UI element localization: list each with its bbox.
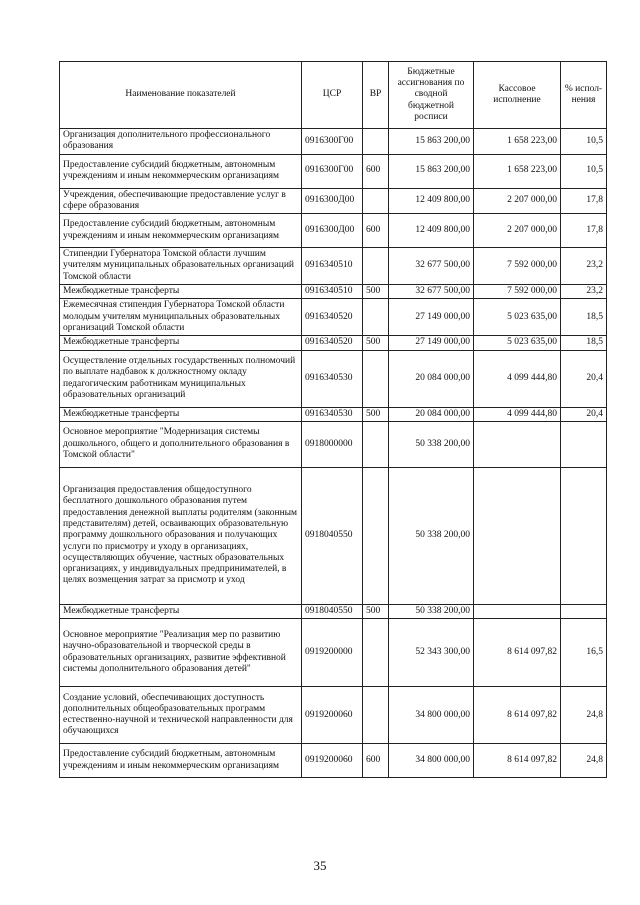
cell-cash: 4 099 444,80 bbox=[474, 407, 561, 421]
cell-csr: 0916340510 bbox=[302, 248, 363, 285]
cell-cash bbox=[474, 421, 561, 467]
cell-percent: 20,4 bbox=[561, 407, 607, 421]
cell-csr: 0918040550 bbox=[302, 467, 363, 604]
page-number: 35 bbox=[313, 858, 327, 873]
cell-vr: 600 bbox=[363, 214, 389, 248]
table-row bbox=[60, 350, 607, 407]
cell-cash: 8 614 097,82 bbox=[474, 619, 561, 687]
cell-assignments: 52 343 300,00 bbox=[389, 619, 474, 687]
header-assignments: Бюджетные ассигнования по сводной бюджетной росписи bbox=[389, 62, 474, 129]
cell-assignments: 50 338 200,00 bbox=[389, 467, 474, 604]
cell-percent: 23,2 bbox=[561, 285, 607, 299]
cell-assignments: 34 800 000,00 bbox=[389, 687, 474, 744]
cell-vr bbox=[363, 619, 389, 687]
cell-assignments: 50 338 200,00 bbox=[389, 421, 474, 467]
table-row bbox=[60, 129, 607, 155]
cell-vr: 500 bbox=[363, 285, 389, 299]
cell-csr: 0919200060 bbox=[302, 744, 363, 778]
cell-cash: 7 592 000,00 bbox=[474, 248, 561, 285]
cell-name: Создание условий, обеспечивающих доступность дополнительных общеобразовательных программ естественно-научной и технической направленности для обучающихся bbox=[60, 687, 302, 744]
cell-assignments: 27 149 000,00 bbox=[389, 336, 474, 350]
cell-percent: 20,4 bbox=[561, 350, 607, 407]
cell-csr: 0918000000 bbox=[302, 421, 363, 467]
budget-execution-table bbox=[59, 61, 607, 778]
cell-assignments: 20 084 000,00 bbox=[389, 407, 474, 421]
cell-vr bbox=[363, 421, 389, 467]
cell-vr bbox=[363, 248, 389, 285]
cell-cash: 7 592 000,00 bbox=[474, 285, 561, 299]
cell-csr: 0916300Д00 bbox=[302, 188, 363, 214]
cell-cash: 4 099 444,80 bbox=[474, 350, 561, 407]
cell-assignments: 32 677 500,00 bbox=[389, 248, 474, 285]
header-vr: ВР bbox=[363, 62, 389, 129]
cell-vr: 500 bbox=[363, 604, 389, 618]
cell-vr: 500 bbox=[363, 407, 389, 421]
cell-vr: 600 bbox=[363, 744, 389, 778]
table-row bbox=[60, 188, 607, 214]
cell-vr bbox=[363, 188, 389, 214]
header-name: Наименование показателей bbox=[60, 62, 302, 129]
cell-cash: 8 614 097,82 bbox=[474, 744, 561, 778]
cell-vr bbox=[363, 299, 389, 336]
cell-percent bbox=[561, 421, 607, 467]
cell-cash: 5 023 635,00 bbox=[474, 336, 561, 350]
cell-csr: 0916340530 bbox=[302, 350, 363, 407]
cell-csr: 0916300Г00 bbox=[302, 129, 363, 155]
table-row bbox=[60, 421, 607, 467]
cell-name: Предоставление субсидий бюджетным, автономным учреждениям и иным некоммерческим организациям bbox=[60, 744, 302, 778]
cell-cash bbox=[474, 467, 561, 604]
header-cash: Кассовое исполнение bbox=[474, 62, 561, 129]
cell-csr: 0916340520 bbox=[302, 336, 363, 350]
cell-name: Стипендии Губернатора Томской области лучшим учителям муниципальных образовательных организаций Томской области bbox=[60, 248, 302, 285]
cell-percent bbox=[561, 467, 607, 604]
cell-name: Организация дополнительного профессионального образования bbox=[60, 129, 302, 155]
table-row bbox=[60, 299, 607, 336]
table-row bbox=[60, 336, 607, 350]
cell-csr: 0918040550 bbox=[302, 604, 363, 618]
cell-name: Организация предоставления общедоступного бесплатного дошкольного образования путем предоставления денежной выплаты родителям (законным представителям) детей, осваивающих образовательную программу дошкольного образования и получающих услуги по присмотру и уходу в организациях, осуществляющих обучение, частных образовательных организациях, у индивидуальных предпринимателей, в целях возмещения затрат за присмотр и уход bbox=[60, 467, 302, 604]
cell-percent: 18,5 bbox=[561, 336, 607, 350]
header-csr: ЦСР bbox=[302, 62, 363, 129]
table-row bbox=[60, 248, 607, 285]
cell-cash: 8 614 097,82 bbox=[474, 687, 561, 744]
cell-percent: 10,5 bbox=[561, 129, 607, 155]
cell-vr: 600 bbox=[363, 154, 389, 188]
cell-assignments: 12 409 800,00 bbox=[389, 188, 474, 214]
cell-vr bbox=[363, 129, 389, 155]
cell-csr: 0919200000 bbox=[302, 619, 363, 687]
cell-assignments: 12 409 800,00 bbox=[389, 214, 474, 248]
cell-name: Межбюджетные трансферты bbox=[60, 336, 302, 350]
cell-cash bbox=[474, 604, 561, 618]
cell-percent: 17,8 bbox=[561, 214, 607, 248]
cell-assignments: 20 084 000,00 bbox=[389, 350, 474, 407]
cell-percent: 16,5 bbox=[561, 619, 607, 687]
cell-vr bbox=[363, 350, 389, 407]
cell-assignments: 50 338 200,00 bbox=[389, 604, 474, 618]
cell-name: Учреждения, обеспечивающие предоставление услуг в сфере образования bbox=[60, 188, 302, 214]
table-row bbox=[60, 687, 607, 744]
cell-name: Межбюджетные трансферты bbox=[60, 604, 302, 618]
cell-assignments: 34 800 000,00 bbox=[389, 744, 474, 778]
cell-cash: 1 658 223,00 bbox=[474, 129, 561, 155]
cell-assignments: 15 863 200,00 bbox=[389, 129, 474, 155]
cell-cash: 2 207 000,00 bbox=[474, 188, 561, 214]
cell-assignments: 32 677 500,00 bbox=[389, 285, 474, 299]
table-row bbox=[60, 467, 607, 604]
header-percent: % испол-нения bbox=[561, 62, 607, 129]
table-row bbox=[60, 407, 607, 421]
cell-percent: 18,5 bbox=[561, 299, 607, 336]
cell-vr bbox=[363, 687, 389, 744]
cell-percent: 10,5 bbox=[561, 154, 607, 188]
cell-name: Межбюджетные трансферты bbox=[60, 407, 302, 421]
cell-vr: 500 bbox=[363, 336, 389, 350]
cell-percent: 17,8 bbox=[561, 188, 607, 214]
table-header-row bbox=[60, 62, 607, 129]
cell-csr: 0916300Д00 bbox=[302, 214, 363, 248]
cell-name: Предоставление субсидий бюджетным, автономным учреждениям и иным некоммерческим организациям bbox=[60, 214, 302, 248]
cell-name: Предоставление субсидий бюджетным, автономным учреждениям и иным некоммерческим организациям bbox=[60, 154, 302, 188]
cell-name: Основное мероприятие "Модернизация системы дошкольного, общего и дополнительного образования в Томской области" bbox=[60, 421, 302, 467]
table-row bbox=[60, 744, 607, 778]
cell-assignments: 27 149 000,00 bbox=[389, 299, 474, 336]
cell-assignments: 15 863 200,00 bbox=[389, 154, 474, 188]
cell-percent bbox=[561, 604, 607, 618]
cell-cash: 1 658 223,00 bbox=[474, 154, 561, 188]
cell-cash: 5 023 635,00 bbox=[474, 299, 561, 336]
cell-cash: 2 207 000,00 bbox=[474, 214, 561, 248]
table-row bbox=[60, 214, 607, 248]
cell-percent: 24,8 bbox=[561, 744, 607, 778]
table-row bbox=[60, 619, 607, 687]
cell-csr: 0919200060 bbox=[302, 687, 363, 744]
table-row bbox=[60, 285, 607, 299]
cell-name: Осуществление отдельных государственных полномочий по выплате надбавок к должностному окладу педагогическим работникам муниципальных образовательных организаций bbox=[60, 350, 302, 407]
table-row bbox=[60, 154, 607, 188]
cell-csr: 0916340520 bbox=[302, 299, 363, 336]
cell-percent: 24,8 bbox=[561, 687, 607, 744]
cell-name: Основное мероприятие "Реализация мер по развитию научно-образовательной и творческой среды в образовательных организациях, развитие эффективной системы дополнительного образования детей" bbox=[60, 619, 302, 687]
cell-percent: 23,2 bbox=[561, 248, 607, 285]
cell-csr: 0916340510 bbox=[302, 285, 363, 299]
cell-vr bbox=[363, 467, 389, 604]
cell-csr: 0916300Г00 bbox=[302, 154, 363, 188]
table-row bbox=[60, 604, 607, 618]
cell-csr: 0916340530 bbox=[302, 407, 363, 421]
cell-name: Межбюджетные трансферты bbox=[60, 285, 302, 299]
cell-name: Ежемесячная стипендия Губернатора Томской области молодым учителям муниципальных образовательных организаций Томской области bbox=[60, 299, 302, 336]
